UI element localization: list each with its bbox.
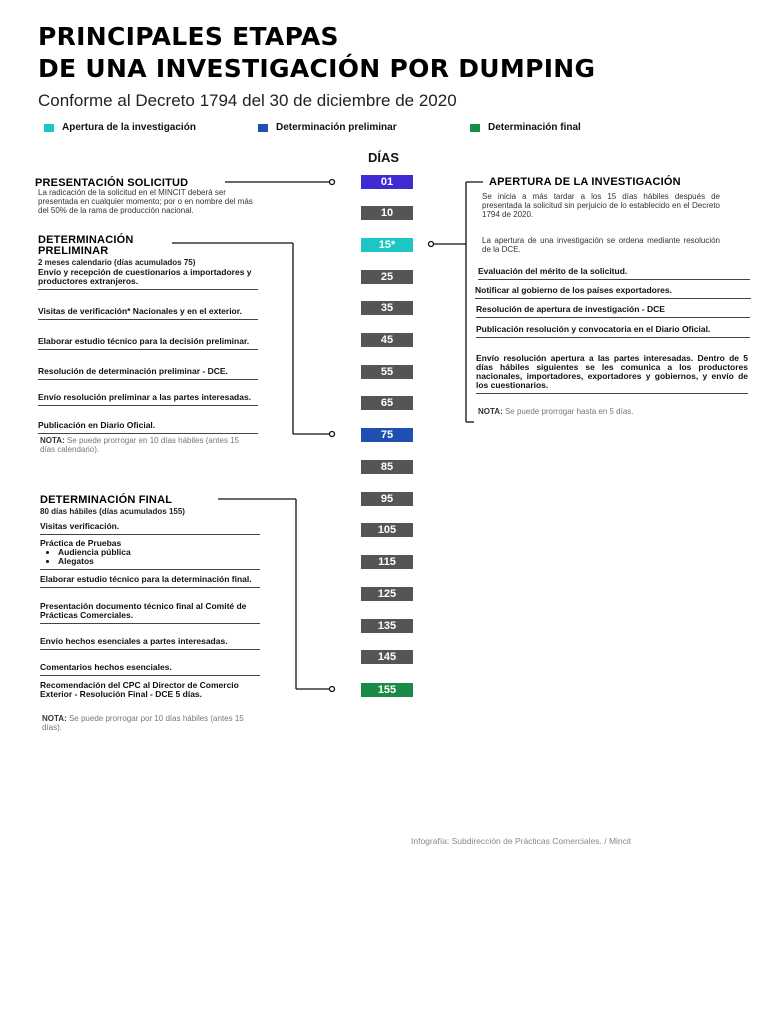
pruebas-bullet: • Alegatos (58, 557, 260, 566)
preliminar-sub: 2 meses calendario (días acumulados 75) (38, 258, 196, 267)
apertura-item: Notificar al gobierno de los países exportadores. (475, 286, 751, 299)
apertura-text-2: La apertura de una investigación se ordena mediante resolución de la DCE. (482, 236, 720, 254)
day-box-135: 135 (361, 619, 413, 633)
apertura-item: Publicación resolución y convocatoria en el Diario Oficial. (476, 325, 750, 338)
day-box-35: 35 (361, 301, 413, 315)
subtitle: Conforme al Decreto 1794 del 30 de diciembre de 2020 (38, 91, 457, 110)
note-label: NOTA: (478, 407, 503, 416)
day-box-15: 15* (361, 238, 413, 252)
day-box-155: 155 (361, 683, 413, 697)
presentacion-heading: PRESENTACIÓN SOLICITUD (35, 177, 189, 189)
note-label: NOTA: (40, 436, 65, 445)
final-item: Comentarios hechos esenciales. (40, 663, 260, 676)
pruebas-bullet: • Audiencia pública (58, 548, 260, 557)
preliminar-item: Envío resolución preliminar a las partes interesadas. (38, 393, 258, 406)
preliminar-item: Elaborar estudio técnico para la decisión preliminar. (38, 337, 258, 350)
final-item: Envío hechos esenciales a partes interesadas. (40, 637, 260, 650)
legend-label: Determinación final (488, 122, 581, 133)
final-item: Presentación documento técnico final al Comité de Prácticas Comerciales. (40, 602, 260, 624)
final-note (42, 714, 260, 732)
final-item: Recomendación del CPC al Director de Comercio Exterior - Resolución Final - DCE 5 días. (40, 680, 239, 699)
presentacion-text: La radicación de la solicitud en el MINCIT deberá ser presentada en cualquier momento; por o en nombre del más del 50% de la rama de producción nacional. (38, 188, 253, 215)
final-item: Elaborar estudio técnico para la determinación final. (40, 575, 260, 588)
day-box-95: 95 (361, 492, 413, 506)
day-box-01: 01 (361, 175, 413, 189)
note-text: Se puede prorrogar por 10 días hábiles (antes 15 días). (42, 714, 244, 732)
apertura-item: Evaluación del mérito de la solicitud. (478, 267, 750, 280)
preliminar-item: Envío y recepción de cuestionarios a importadores y productores extranjeros. (38, 268, 258, 290)
apertura-text-1: Se inicia a más tardar a los 15 días hábiles después de presentada la solicitud sin perjuicio de lo establecido en el Decreto 1794 de 2020. (482, 192, 720, 219)
preliminar-note (40, 436, 255, 454)
preliminar-heading-2: PRELIMINAR (38, 245, 109, 257)
apertura-heading: APERTURA DE LA INVESTIGACIÓN (489, 176, 681, 188)
final-item-pruebas (40, 539, 260, 570)
legend-label: Apertura de la investigación (62, 122, 196, 133)
legend-label: Determinación preliminar (276, 122, 397, 133)
final-item: Visitas verificación. (40, 522, 260, 535)
day-box-75: 75 (361, 428, 413, 442)
day-box-115: 115 (361, 555, 413, 569)
pruebas-list (40, 548, 260, 566)
day-box-105: 105 (361, 523, 413, 537)
day-box-85: 85 (361, 460, 413, 474)
day-box-145: 145 (361, 650, 413, 664)
title-line-1: PRINCIPALES ETAPAS (38, 22, 339, 51)
note-text: Se puede prorrogar hasta en 5 días. (504, 407, 634, 416)
day-box-55: 55 (361, 365, 413, 379)
days-label: DÍAS (368, 150, 400, 165)
preliminar-heading-1: DETERMINACIÓN (38, 234, 134, 246)
credit: Infografía: Subdirección de Prácticas Comerciales. / Mincit (411, 836, 632, 846)
preliminar-item: Resolución de determinación preliminar - DCE. (38, 367, 258, 380)
title-line-2: DE UNA INVESTIGACIÓN POR DUMPING (38, 54, 596, 83)
note-label: NOTA: (42, 714, 67, 723)
apertura-note (478, 407, 738, 416)
final-sub: 80 días hábiles (días acumulados 155) (40, 507, 185, 516)
day-box-65: 65 (361, 396, 413, 410)
day-box-10: 10 (361, 206, 413, 220)
note-text: Se puede prorrogar en 10 días hábiles (antes 15 días calendario). (40, 436, 240, 454)
apertura-item: Resolución de apertura de investigación - DCE (476, 305, 750, 318)
final-item-label: Práctica de Pruebas (40, 538, 122, 548)
preliminar-item: Visitas de verificación* Nacionales y en el exterior. (38, 307, 258, 320)
final-heading: DETERMINACIÓN FINAL (40, 494, 173, 506)
day-box-25: 25 (361, 270, 413, 284)
day-box-45: 45 (361, 333, 413, 347)
apertura-item: Envío resolución apertura a las partes interesadas. Dentro de 5 días hábiles siguientes se les comunica a los productores nacionales, importadores, exportadores y gobiernos, y envío de los cuestionarios. (476, 354, 748, 394)
day-box-125: 125 (361, 587, 413, 601)
preliminar-item: Publicación en Diario Oficial. (38, 421, 258, 434)
